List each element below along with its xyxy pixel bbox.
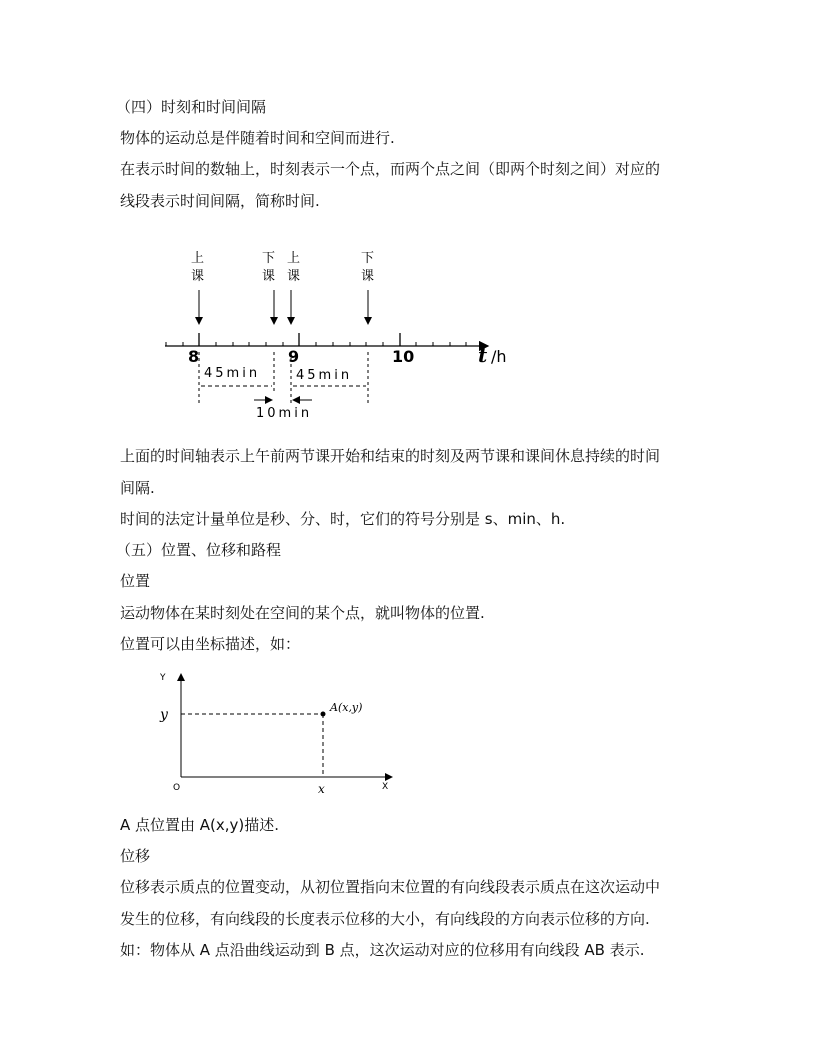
duration-label-2: 45min [296,368,353,383]
tick-label-8: 8 [188,347,200,366]
event-start-2-label-b: 课 [287,269,301,284]
axis-unit: /h [491,347,507,366]
paragraph-3-line-2: 间隔. [120,479,155,497]
event-start-2-label-a: 上 [287,251,301,266]
y-axis-label: Y [160,673,166,683]
paragraph-7: A 点位置由 A(x,y)描述. [120,816,280,834]
paragraph-2-line-2: 线段表示时间间隔，简称时间. [120,192,320,210]
paragraph-5: 运动物体在某时刻处在空间的某个点，就叫物体的位置. [120,604,485,622]
paragraph-8-line-2: 发生的位移，有向线段的长度表示位移的大小，有向线段的方向表示位移的方向. [120,910,650,928]
x-coordinate-mark: x [318,782,325,796]
paragraph-6: 位置可以由坐标描述，如： [120,635,301,653]
event-start-1-label-a: 上 [191,251,205,266]
tick-label-10: 10 [392,347,415,366]
tick-label-9: 9 [288,347,300,366]
heading-displacement: 位移 [120,847,151,865]
event-start-1-label-b: 课 [191,269,205,284]
event-end-1-label-a: 下 [262,251,276,266]
heading-position: 位置 [120,572,151,590]
paragraph-3-line-1: 上面的时间轴表示上午前两节课开始和结束的时刻及两节课和课间休息持续的时间 [120,447,661,465]
event-end-1-label-b: 课 [262,269,276,284]
origin-label: O [173,783,181,793]
point-a [321,712,326,717]
paragraph-1: 物体的运动总是伴随着时间和空间而进行. [120,129,395,147]
section-4-heading: （四）时刻和时间间隔 [116,98,267,116]
section-5-heading: （五）位置、位移和路程 [116,541,282,559]
paragraph-2-line-1: 在表示时间的数轴上，时刻表示一个点，而两个点之间（即两个时刻之间）对应的 [120,160,661,178]
break-duration-label: 10min [256,406,313,421]
point-a-label: A(x,y) [330,701,363,714]
y-coordinate-mark: y [160,707,168,723]
paragraph-4: 时间的法定计量单位是秒、分、时，它们的符号分别是 s、min、h. [120,510,566,528]
axis-label-t: t [478,343,488,367]
event-end-2-label-b: 课 [361,269,375,284]
paragraph-9: 如：物体从 A 点沿曲线运动到 B 点，这次运动对应的位移用有向线段 AB 表示. [120,941,645,959]
paragraph-8-line-1: 位移表示质点的位置变动，从初位置指向末位置的有向线段表示质点在这次运动中 [120,878,661,896]
x-axis-label: X [382,782,389,792]
event-end-2-label-a: 下 [361,251,375,266]
duration-label-1: 45min [204,366,261,381]
